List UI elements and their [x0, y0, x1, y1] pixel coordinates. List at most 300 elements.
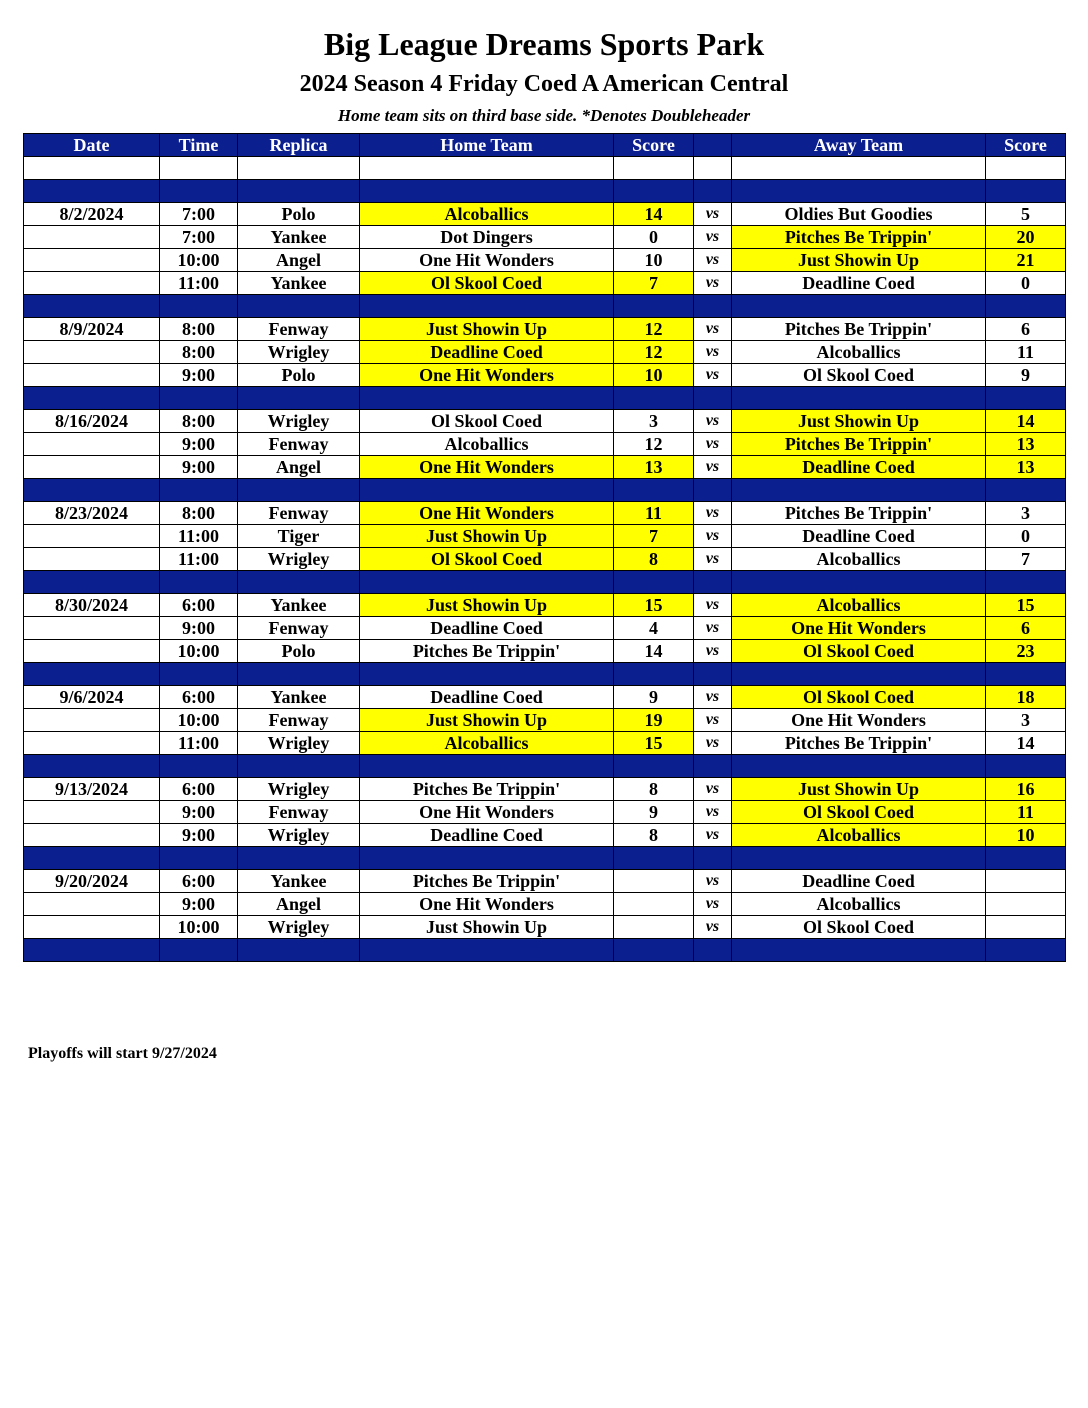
game-row	[24, 594, 1066, 617]
empty-cell	[732, 571, 986, 594]
date-cell: 8/23/2024	[24, 502, 160, 525]
time-cell: 8:00	[160, 318, 238, 341]
separator-row	[24, 755, 1066, 778]
empty-cell	[614, 571, 694, 594]
empty-cell	[360, 387, 614, 410]
replica-cell: Tiger	[238, 525, 360, 548]
empty-cell	[614, 295, 694, 318]
home-score-cell: 12	[614, 341, 694, 364]
home-score-cell: 9	[614, 801, 694, 824]
game-row	[24, 364, 1066, 387]
empty-cell	[24, 571, 160, 594]
empty-cell	[160, 479, 238, 502]
date-cell: 9/6/2024	[24, 686, 160, 709]
column-header-away-score: Score	[986, 134, 1066, 157]
replica-cell: Fenway	[238, 617, 360, 640]
away-team-cell: Ol Skool Coed	[732, 640, 986, 663]
time-cell: 6:00	[160, 870, 238, 893]
empty-cell	[986, 180, 1066, 203]
empty-cell	[986, 663, 1066, 686]
home-team-cell: Just Showin Up	[360, 525, 614, 548]
home-score-cell: 4	[614, 617, 694, 640]
away-team-cell: Ol Skool Coed	[732, 801, 986, 824]
home-score-cell: 8	[614, 778, 694, 801]
vs-cell: vs	[694, 318, 732, 341]
replica-cell: Angel	[238, 249, 360, 272]
separator-row	[24, 571, 1066, 594]
date-cell	[24, 893, 160, 916]
time-cell: 6:00	[160, 778, 238, 801]
replica-cell: Fenway	[238, 801, 360, 824]
game-row	[24, 686, 1066, 709]
vs-cell: vs	[694, 249, 732, 272]
home-score-cell: 11	[614, 502, 694, 525]
game-row	[24, 525, 1066, 548]
game-row	[24, 824, 1066, 847]
home-score-cell: 15	[614, 732, 694, 755]
empty-cell	[360, 479, 614, 502]
game-row	[24, 732, 1066, 755]
column-header-home-score: Score	[614, 134, 694, 157]
home-team-cell: One Hit Wonders	[360, 249, 614, 272]
vs-cell: vs	[694, 732, 732, 755]
game-row	[24, 617, 1066, 640]
date-cell	[24, 226, 160, 249]
empty-cell	[360, 663, 614, 686]
empty-cell	[238, 939, 360, 962]
away-score-cell	[986, 870, 1066, 893]
empty-cell	[360, 157, 614, 180]
blank-row	[24, 157, 1066, 180]
date-cell	[24, 916, 160, 939]
empty-cell	[160, 571, 238, 594]
time-cell: 8:00	[160, 410, 238, 433]
home-score-cell: 9	[614, 686, 694, 709]
away-team-cell: Deadline Coed	[732, 525, 986, 548]
away-team-cell: Pitches Be Trippin'	[732, 502, 986, 525]
time-cell: 9:00	[160, 824, 238, 847]
vs-cell: vs	[694, 870, 732, 893]
empty-cell	[694, 180, 732, 203]
empty-cell	[732, 755, 986, 778]
empty-cell	[160, 663, 238, 686]
time-cell: 9:00	[160, 893, 238, 916]
replica-cell: Wrigley	[238, 916, 360, 939]
time-cell: 10:00	[160, 249, 238, 272]
away-score-cell: 21	[986, 249, 1066, 272]
page-title: Big League Dreams Sports Park	[323, 26, 765, 62]
home-team-cell: Just Showin Up	[360, 318, 614, 341]
home-score-cell: 7	[614, 272, 694, 295]
away-score-cell: 0	[986, 525, 1066, 548]
empty-cell	[732, 939, 986, 962]
empty-cell	[238, 387, 360, 410]
away-score-cell: 11	[986, 341, 1066, 364]
game-row	[24, 341, 1066, 364]
separator-row	[24, 663, 1066, 686]
empty-cell	[694, 663, 732, 686]
empty-cell	[732, 479, 986, 502]
date-cell	[24, 824, 160, 847]
away-score-cell: 10	[986, 824, 1066, 847]
away-score-cell	[986, 916, 1066, 939]
away-score-cell: 11	[986, 801, 1066, 824]
home-team-cell: One Hit Wonders	[360, 502, 614, 525]
vs-cell: vs	[694, 617, 732, 640]
empty-cell	[238, 847, 360, 870]
empty-cell	[24, 180, 160, 203]
empty-cell	[238, 295, 360, 318]
empty-cell	[986, 847, 1066, 870]
empty-cell	[614, 847, 694, 870]
empty-cell	[238, 755, 360, 778]
away-score-cell: 13	[986, 433, 1066, 456]
empty-cell	[24, 387, 160, 410]
away-score-cell	[986, 893, 1066, 916]
away-team-cell: Ol Skool Coed	[732, 916, 986, 939]
separator-row	[24, 847, 1066, 870]
empty-cell	[732, 847, 986, 870]
home-team-cell: Ol Skool Coed	[360, 410, 614, 433]
away-team-cell: Pitches Be Trippin'	[732, 433, 986, 456]
empty-cell	[360, 571, 614, 594]
away-score-cell: 6	[986, 617, 1066, 640]
date-cell	[24, 732, 160, 755]
home-score-cell: 12	[614, 433, 694, 456]
home-team-cell: Ol Skool Coed	[360, 548, 614, 571]
away-score-cell: 14	[986, 732, 1066, 755]
home-score-cell: 10	[614, 364, 694, 387]
home-team-cell: One Hit Wonders	[360, 801, 614, 824]
time-cell: 10:00	[160, 709, 238, 732]
game-row	[24, 456, 1066, 479]
home-score-cell: 8	[614, 548, 694, 571]
home-team-cell: Dot Dingers	[360, 226, 614, 249]
empty-cell	[360, 755, 614, 778]
away-score-cell: 16	[986, 778, 1066, 801]
time-cell: 10:00	[160, 640, 238, 663]
vs-cell: vs	[694, 548, 732, 571]
time-cell: 9:00	[160, 617, 238, 640]
empty-cell	[160, 755, 238, 778]
empty-cell	[614, 157, 694, 180]
vs-cell: vs	[694, 433, 732, 456]
vs-cell: vs	[694, 272, 732, 295]
home-score-cell: 0	[614, 226, 694, 249]
empty-cell	[986, 387, 1066, 410]
home-team-cell: Pitches Be Trippin'	[360, 778, 614, 801]
home-score-cell: 7	[614, 525, 694, 548]
empty-cell	[614, 479, 694, 502]
game-row	[24, 548, 1066, 571]
replica-cell: Wrigley	[238, 548, 360, 571]
vs-cell: vs	[694, 778, 732, 801]
home-score-cell: 14	[614, 203, 694, 226]
replica-cell: Fenway	[238, 502, 360, 525]
empty-cell	[24, 663, 160, 686]
empty-cell	[238, 479, 360, 502]
game-row	[24, 249, 1066, 272]
page-note: Home team sits on third base side. *Denotes Doubleheader	[337, 106, 751, 125]
empty-cell	[614, 939, 694, 962]
vs-cell: vs	[694, 410, 732, 433]
vs-cell: vs	[694, 456, 732, 479]
replica-cell: Yankee	[238, 594, 360, 617]
empty-cell	[614, 387, 694, 410]
separator-row	[24, 295, 1066, 318]
home-team-cell: Ol Skool Coed	[360, 272, 614, 295]
date-cell: 8/2/2024	[24, 203, 160, 226]
empty-cell	[732, 387, 986, 410]
away-score-cell: 15	[986, 594, 1066, 617]
away-team-cell: Alcoballics	[732, 594, 986, 617]
time-cell: 9:00	[160, 801, 238, 824]
away-score-cell: 13	[986, 456, 1066, 479]
empty-cell	[614, 180, 694, 203]
schedule-table	[23, 133, 1066, 962]
empty-cell	[24, 157, 160, 180]
empty-cell	[732, 663, 986, 686]
time-cell: 11:00	[160, 548, 238, 571]
empty-cell	[360, 295, 614, 318]
away-team-cell: Alcoballics	[732, 893, 986, 916]
away-score-cell: 23	[986, 640, 1066, 663]
time-cell: 7:00	[160, 203, 238, 226]
separator-row	[24, 479, 1066, 502]
replica-cell: Angel	[238, 893, 360, 916]
game-row	[24, 502, 1066, 525]
replica-cell: Fenway	[238, 433, 360, 456]
playoffs-note: Playoffs will start 9/27/2024	[28, 1045, 217, 1062]
away-team-cell: Deadline Coed	[732, 272, 986, 295]
away-score-cell: 14	[986, 410, 1066, 433]
empty-cell	[694, 479, 732, 502]
empty-cell	[238, 157, 360, 180]
vs-cell: vs	[694, 203, 732, 226]
replica-cell: Wrigley	[238, 778, 360, 801]
away-team-cell: Ol Skool Coed	[732, 364, 986, 387]
time-cell: 10:00	[160, 916, 238, 939]
away-score-cell: 0	[986, 272, 1066, 295]
away-team-cell: One Hit Wonders	[732, 617, 986, 640]
home-team-cell: One Hit Wonders	[360, 893, 614, 916]
home-score-cell	[614, 893, 694, 916]
away-score-cell: 18	[986, 686, 1066, 709]
time-cell: 11:00	[160, 732, 238, 755]
replica-cell: Angel	[238, 456, 360, 479]
empty-cell	[614, 663, 694, 686]
away-team-cell: Pitches Be Trippin'	[732, 318, 986, 341]
home-score-cell: 13	[614, 456, 694, 479]
empty-cell	[160, 295, 238, 318]
home-team-cell: One Hit Wonders	[360, 456, 614, 479]
time-cell: 9:00	[160, 364, 238, 387]
empty-cell	[986, 157, 1066, 180]
column-header-time: Time	[160, 134, 238, 157]
replica-cell: Yankee	[238, 870, 360, 893]
game-row	[24, 893, 1066, 916]
replica-cell: Polo	[238, 364, 360, 387]
vs-cell: vs	[694, 801, 732, 824]
game-row	[24, 226, 1066, 249]
replica-cell: Yankee	[238, 686, 360, 709]
away-team-cell: Alcoballics	[732, 548, 986, 571]
time-cell: 9:00	[160, 433, 238, 456]
away-team-cell: Ol Skool Coed	[732, 686, 986, 709]
away-team-cell: One Hit Wonders	[732, 709, 986, 732]
vs-cell: vs	[694, 824, 732, 847]
date-cell: 8/30/2024	[24, 594, 160, 617]
time-cell: 9:00	[160, 456, 238, 479]
date-cell	[24, 364, 160, 387]
replica-cell: Yankee	[238, 272, 360, 295]
home-team-cell: Just Showin Up	[360, 594, 614, 617]
away-score-cell: 20	[986, 226, 1066, 249]
column-header-replica: Replica	[238, 134, 360, 157]
home-team-cell: Deadline Coed	[360, 686, 614, 709]
replica-cell: Yankee	[238, 226, 360, 249]
date-cell	[24, 617, 160, 640]
schedule-body	[24, 157, 1066, 962]
empty-cell	[24, 755, 160, 778]
game-row	[24, 709, 1066, 732]
empty-cell	[694, 755, 732, 778]
time-cell: 11:00	[160, 272, 238, 295]
replica-cell: Wrigley	[238, 410, 360, 433]
replica-cell: Polo	[238, 203, 360, 226]
date-cell	[24, 525, 160, 548]
vs-cell: vs	[694, 226, 732, 249]
date-cell: 8/16/2024	[24, 410, 160, 433]
home-team-cell: Deadline Coed	[360, 341, 614, 364]
date-cell	[24, 640, 160, 663]
home-score-cell: 12	[614, 318, 694, 341]
empty-cell	[160, 157, 238, 180]
away-score-cell: 3	[986, 502, 1066, 525]
game-row	[24, 410, 1066, 433]
empty-cell	[360, 180, 614, 203]
away-team-cell: Deadline Coed	[732, 870, 986, 893]
empty-cell	[694, 571, 732, 594]
game-row	[24, 272, 1066, 295]
vs-cell: vs	[694, 364, 732, 387]
column-header-home-team: Home Team	[360, 134, 614, 157]
empty-cell	[238, 180, 360, 203]
game-row	[24, 801, 1066, 824]
date-cell	[24, 249, 160, 272]
empty-cell	[160, 387, 238, 410]
date-cell: 8/9/2024	[24, 318, 160, 341]
time-cell: 8:00	[160, 341, 238, 364]
date-cell: 9/13/2024	[24, 778, 160, 801]
vs-cell: vs	[694, 893, 732, 916]
home-team-cell: Pitches Be Trippin'	[360, 640, 614, 663]
replica-cell: Polo	[238, 640, 360, 663]
home-team-cell: Alcoballics	[360, 203, 614, 226]
empty-cell	[238, 571, 360, 594]
away-team-cell: Alcoballics	[732, 341, 986, 364]
away-score-cell: 3	[986, 709, 1066, 732]
home-score-cell	[614, 916, 694, 939]
empty-cell	[24, 939, 160, 962]
home-score-cell: 8	[614, 824, 694, 847]
empty-cell	[694, 847, 732, 870]
empty-cell	[24, 847, 160, 870]
vs-cell: vs	[694, 709, 732, 732]
date-cell	[24, 709, 160, 732]
time-cell: 6:00	[160, 594, 238, 617]
game-row	[24, 203, 1066, 226]
date-cell	[24, 433, 160, 456]
empty-cell	[360, 939, 614, 962]
date-cell: 9/20/2024	[24, 870, 160, 893]
time-cell: 6:00	[160, 686, 238, 709]
empty-cell	[24, 295, 160, 318]
home-score-cell: 10	[614, 249, 694, 272]
empty-cell	[614, 755, 694, 778]
column-header-date: Date	[24, 134, 160, 157]
away-team-cell: Just Showin Up	[732, 249, 986, 272]
away-score-cell: 9	[986, 364, 1066, 387]
home-score-cell: 3	[614, 410, 694, 433]
replica-cell: Wrigley	[238, 824, 360, 847]
away-team-cell: Alcoballics	[732, 824, 986, 847]
separator-row	[24, 180, 1066, 203]
date-cell	[24, 341, 160, 364]
empty-cell	[694, 387, 732, 410]
home-score-cell	[614, 870, 694, 893]
time-cell: 11:00	[160, 525, 238, 548]
replica-cell: Wrigley	[238, 732, 360, 755]
empty-cell	[694, 157, 732, 180]
home-team-cell: One Hit Wonders	[360, 364, 614, 387]
vs-cell: vs	[694, 525, 732, 548]
empty-cell	[732, 157, 986, 180]
home-team-cell: Pitches Be Trippin'	[360, 870, 614, 893]
home-team-cell: Just Showin Up	[360, 916, 614, 939]
home-score-cell: 15	[614, 594, 694, 617]
game-row	[24, 318, 1066, 341]
vs-cell: vs	[694, 594, 732, 617]
away-team-cell: Oldies But Goodies	[732, 203, 986, 226]
date-cell	[24, 801, 160, 824]
away-score-cell: 7	[986, 548, 1066, 571]
game-row	[24, 916, 1066, 939]
empty-cell	[160, 180, 238, 203]
header-row	[24, 134, 1066, 157]
replica-cell: Fenway	[238, 709, 360, 732]
page-subtitle: 2024 Season 4 Friday Coed A American Central	[299, 71, 789, 97]
empty-cell	[986, 939, 1066, 962]
home-score-cell: 19	[614, 709, 694, 732]
date-cell	[24, 548, 160, 571]
time-cell: 7:00	[160, 226, 238, 249]
vs-cell: vs	[694, 502, 732, 525]
replica-cell: Fenway	[238, 318, 360, 341]
empty-cell	[986, 295, 1066, 318]
away-team-cell: Deadline Coed	[732, 456, 986, 479]
empty-cell	[986, 755, 1066, 778]
empty-cell	[694, 939, 732, 962]
replica-cell: Wrigley	[238, 341, 360, 364]
column-header-vs	[694, 134, 732, 157]
date-cell	[24, 272, 160, 295]
home-team-cell: Alcoballics	[360, 433, 614, 456]
empty-cell	[732, 180, 986, 203]
empty-cell	[694, 295, 732, 318]
empty-cell	[238, 663, 360, 686]
empty-cell	[160, 939, 238, 962]
